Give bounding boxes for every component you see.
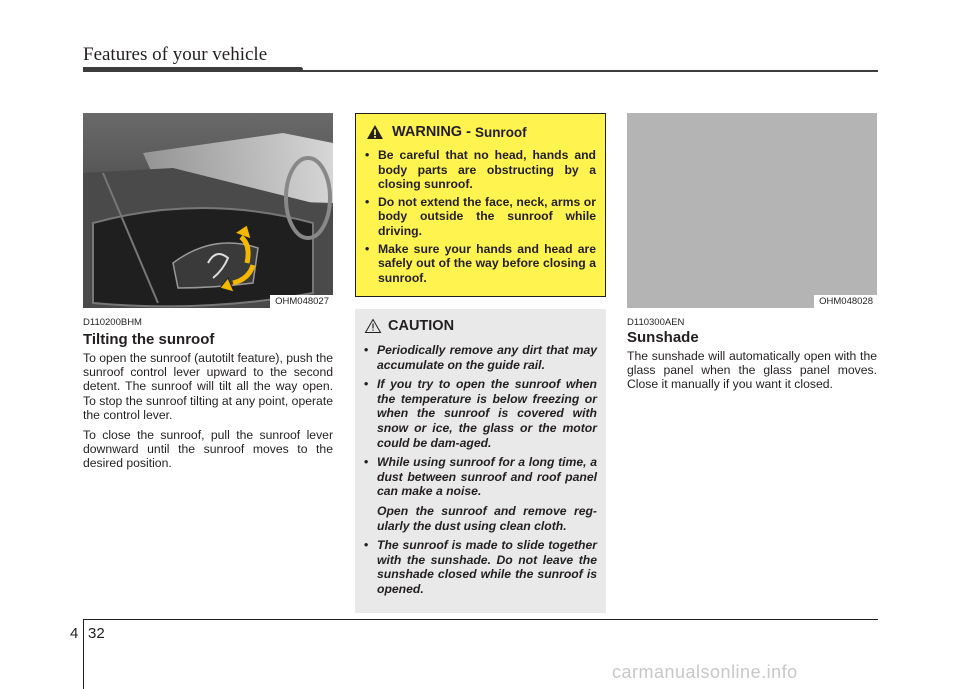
- list-item: • Periodically remove any dirt that may accumulate on the guide rail.: [364, 343, 597, 372]
- paragraph: To open the sunroof (autotilt feature), push the sunroof control lever upward to the second detent. The sunroof will tilt all the way open. To stop the sunroof tilting at any point, operate the control lever.: [83, 351, 334, 422]
- list-item: • Do not extend the face, neck, arms or body outside the sunroof while driving.: [365, 195, 596, 239]
- image-code: OHM048028: [814, 295, 877, 308]
- image-code: OHM048027: [270, 295, 333, 308]
- section-title: Sunshade: [627, 329, 699, 346]
- section-code: D110300AEN: [627, 317, 685, 328]
- list-item: • If you try to open the sunroof when the temperature is below freezing or when the sunroof is covered with snow or ice, the glass or the motor could be dam-aged.: [364, 377, 597, 450]
- warning-topic: Sunroof: [474, 124, 527, 140]
- caution-list: [364, 343, 597, 602]
- sunroof-lever-photo: [83, 113, 333, 308]
- section-title: Tilting the sunroof: [83, 331, 215, 348]
- warning-label: WARNING -: [392, 124, 471, 140]
- header-accent-bar: [83, 67, 303, 72]
- section-body: [627, 349, 877, 398]
- footer-divider: [83, 619, 84, 689]
- watermark: carmanualsonline.info: [612, 662, 798, 682]
- paragraph: The sunshade will automatically open with the glass panel when the glass panel moves. Close it manually if you want it closed.: [627, 349, 877, 392]
- paragraph: To close the sunroof, pull the sunroof lever downward until the sunroof moves to the desired position.: [83, 428, 333, 471]
- list-item: • The sunroof is made to slide together with the sunshade. Do not leave the sunshade closed while the sunroof is opened.: [364, 538, 597, 596]
- header-rule: [300, 70, 878, 72]
- list-item-text: While using sunroof for a long time, a dust between sunroof and roof panel can make a noise.: [377, 455, 597, 499]
- chapter-number: 4: [70, 625, 79, 642]
- page-header-title: Features of your vehicle: [83, 44, 268, 65]
- caution-label: CAUTION: [388, 318, 455, 334]
- page-number: 32: [88, 625, 105, 642]
- list-item: • Be careful that no head, hands and body parts are obstructing by a closing sunroof.: [365, 148, 596, 192]
- list-item: • Make sure your hands and head are safely out of the way before closing a sunroof.: [365, 242, 596, 286]
- list-item: [364, 455, 597, 533]
- warning-box: [355, 113, 606, 297]
- caution-triangle-icon: [364, 318, 382, 334]
- section-code: D110200BHM: [83, 317, 142, 328]
- caution-heading: [364, 318, 454, 334]
- footer-rule: [83, 619, 878, 620]
- sunshade-photo: [627, 113, 877, 308]
- warning-list: [365, 148, 596, 288]
- list-item-subtext: Open the sunroof and remove reg-ularly the dust using clean cloth.: [377, 503, 597, 533]
- warning-triangle-icon: [366, 124, 384, 140]
- section-body: [83, 351, 333, 477]
- warning-heading: [366, 124, 527, 140]
- caution-box: [355, 309, 606, 613]
